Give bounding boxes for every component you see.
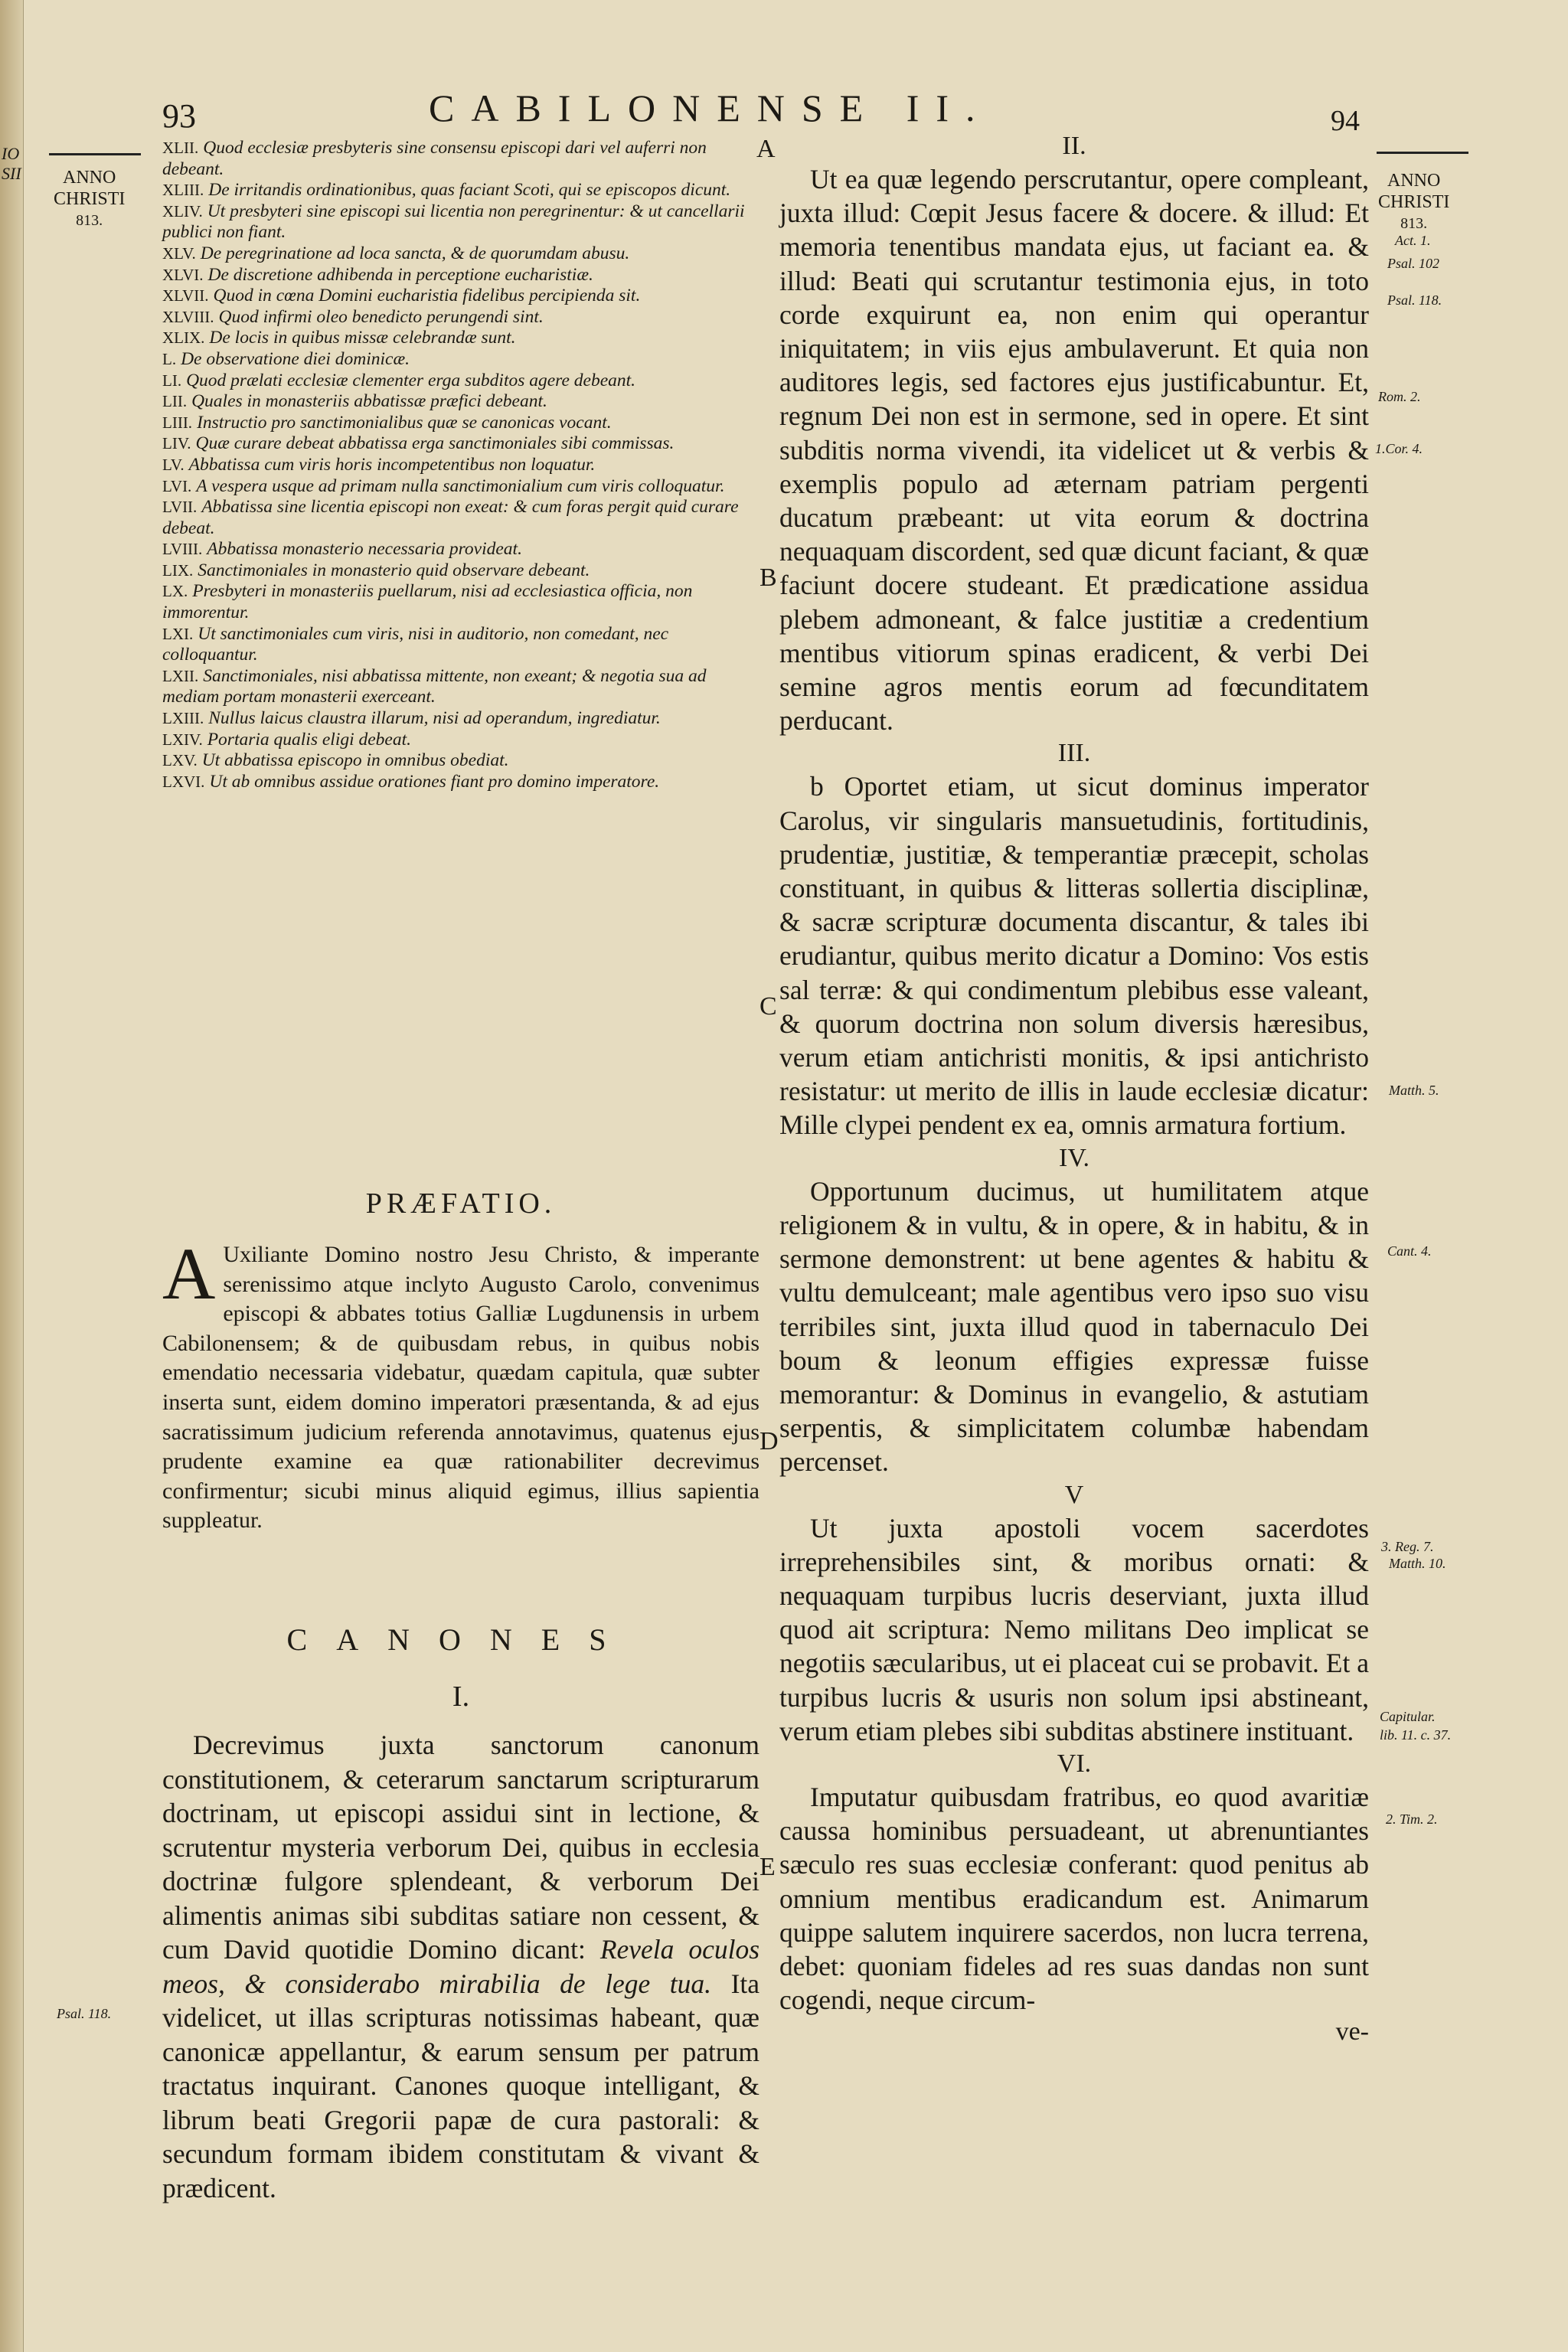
anno-label: ANNO xyxy=(1387,171,1441,191)
chapter-number: LIX. xyxy=(162,560,194,580)
margin-note: Capitular. xyxy=(1380,1709,1436,1724)
chapter-number: LXIV. xyxy=(162,730,203,749)
chapter-number: LIV. xyxy=(162,434,191,453)
chapter-number: XLIX. xyxy=(162,328,205,348)
margin-note: 3. Reg. 7. xyxy=(1381,1539,1434,1554)
margin-note: 2. Tim. 2. xyxy=(1386,1811,1438,1827)
chapter-number: XLIV. xyxy=(162,201,203,220)
canon-3-text: b Oportet etiam, ut sicut dominus imperator Carolus, vir singularis mansuetudinis, fortitudinis, prudentiæ, justitiæ, & temperantiæ præcepit, scholas constituant, in quibus & litteras sollertia disciplinæ, & sacræ scripturæ documenta discantur, & tales ibi erudiantur, quibus merito dicatur a Domino: Vos estis sal terræ: & qui condimentum plebibus esse valeant, & quorum doctrina non solum diversis hæresibus, verum etiam antichristi monitis, & ipsi antichristo resistatur: ut merito de illis in laude ecclesiæ dicatur: Mille clypei pendent ex ea, omnis armatura fortium. xyxy=(779,771,1369,1141)
chapter-title: De locis in quibus missæ celebrandæ sunt. xyxy=(209,328,516,348)
chapter-title: Abbatissa sine licentia episcopi non exeat: & cum foras pergit quid curare debeat. xyxy=(162,497,739,538)
chapter-entry xyxy=(162,413,760,434)
chapter-entry xyxy=(162,433,760,455)
right-column xyxy=(779,130,1369,2047)
margin-note: Psal. 118. xyxy=(57,2006,112,2021)
chapter-entry xyxy=(162,138,760,180)
canon-1-number: I. xyxy=(452,1681,470,1713)
year-label: 813. xyxy=(76,212,103,229)
margin-note: Cant. 4. xyxy=(1387,1243,1432,1259)
chapter-number: LXVI. xyxy=(162,772,205,791)
chapter-number: LIII. xyxy=(162,413,193,432)
chapter-number: LXV. xyxy=(162,751,198,770)
chapter-entry xyxy=(162,666,760,708)
canon-2-text: Ut ea quæ legendo perscrutantur, opere compleant, juxta illud: Cœpit Jesus facere & docere. & illud: Et memoria tenentibus mandata ejus, ut faciant ea. & illud: Beati qui scrutantur testimonia ejus, in toto corde exquirunt ea, non enim qui operantur iniquitatem; in viis ejus ambulaverunt. Et quia non auditores legis, sed factores ejus justificabuntur. Et, regnum Dei non est in sermone, sed in opere. Et sint subditis norma vivendi, ita videlicet ut & verbis & exemplis populo ad æternam patriam pergenti ducatum præbeant: ut vita eorum & doctrina nequaquam discordent, sed quæ dicunt faciant, & quæ faciunt docere studeant. Et prædicatione assidua plebem admoneant, & falce justitiæ a credentium mentibus vitiorum spinas eradicent, & verbi Dei semine agros mentis eorum ad fœcunditatem perducant. xyxy=(779,164,1369,737)
margin-note: Psal. 102 xyxy=(1387,256,1440,271)
chapter-number: LXII. xyxy=(162,666,199,685)
margin-note: Rom. 2. xyxy=(1378,389,1421,404)
chapter-title: Instructio pro sanctimonialibus quæ se canonicas vocant. xyxy=(197,412,612,433)
christi-label: CHRISTI xyxy=(1378,192,1450,212)
section-letter-d: D xyxy=(760,1427,779,1455)
left-rule xyxy=(49,153,141,155)
drop-cap: A xyxy=(162,1233,216,1315)
anno-christi-right xyxy=(1378,170,1449,234)
canon-1-text xyxy=(162,1728,760,2205)
chapter-number: LV. xyxy=(162,455,185,474)
canones-section xyxy=(162,1622,760,2205)
margin-note: lib. 11. c. 37. xyxy=(1380,1727,1452,1743)
section-letter-e: E xyxy=(760,1853,776,1881)
chapter-entry xyxy=(162,349,760,371)
section-letter-c: C xyxy=(760,992,777,1021)
chapter-entry xyxy=(162,772,760,793)
chapter-title: Ut abbatissa episcopo in omnibus obediat. xyxy=(201,750,509,771)
chapter-title: Abbatissa cum viris horis incompetentibus non loquatur. xyxy=(188,454,596,475)
chapter-entry xyxy=(162,243,760,265)
left-page-number: 93 xyxy=(162,97,196,135)
chapter-title: Quod prælati ecclesiæ clementer erga subditos agere debeant. xyxy=(186,370,636,390)
chapter-number: XLVIII. xyxy=(162,307,214,326)
chapter-entry xyxy=(162,581,760,623)
chapter-entry xyxy=(162,307,760,328)
chapter-number: LXIII. xyxy=(162,709,204,728)
chapter-title: Ut sanctimoniales cum viris, nisi in auditorio, non comedant, nec colloquantur. xyxy=(162,623,669,665)
chapter-entry xyxy=(162,286,760,307)
margin-note: Act. 1. xyxy=(1395,233,1431,248)
anno-label: ANNO xyxy=(63,168,116,188)
chapter-title: De observatione diei dominicæ. xyxy=(181,348,410,369)
chapter-title: A vespera usque ad primam nulla sanctimonialium cum viris colloquatur. xyxy=(196,475,725,496)
right-page-number: 94 xyxy=(1331,105,1360,137)
right-rule xyxy=(1377,152,1468,154)
chapter-number: LVIII. xyxy=(162,540,203,559)
chapter-title: Sanctimoniales, nisi abbatissa mittente, non exeant; & negotia sua ad mediam portam monasterii exerceant. xyxy=(162,665,707,707)
chapter-entry xyxy=(162,476,760,498)
year-label: 813. xyxy=(1400,215,1428,232)
canon-4-number: IV. xyxy=(1059,1143,1089,1172)
chapter-title: Presbyteri in monasteriis puellarum, nisi ad ecclesiastica officia, non immorentur. xyxy=(162,581,693,623)
canon-6-number: VI. xyxy=(1057,1749,1092,1778)
chapter-entry xyxy=(162,730,760,751)
left-page-edge xyxy=(0,0,24,2352)
chapter-title: Portaria qualis eligi debeat. xyxy=(207,729,412,750)
chapter-number: LVII. xyxy=(162,498,198,517)
edge-fragment: IO xyxy=(2,144,20,163)
canon-4-text: Opportunum ducimus, ut humilitatem atque religionem & in vultu, & in opere, & in habitu, & in sermone demonstrent: ut bene agentes & habitu & vultu demulceant; male agentibus vero ipso suo visu terribiles sint, juxta illud quod in tabernaculo Dei boum & leonum effigies expressæ fuisse memorantur: & Dominus in evangelio, & astutiam serpentis, & simplicitatem columbæ habendam percenset. xyxy=(779,1175,1369,1478)
chapter-entry xyxy=(162,497,760,539)
praefatio-body: Uxiliante Domino nostro Jesu Christo, & imperante serenissimo atque inclyto Augusto Carolo, convenimus episcopi & abbates totius Galliæ Lugdunensis in urbem Cabilonensem; & de quibusdam rebus, in quibus nobis emendatio necessaria videbatur, quædam capitula, quæ subter inserta sunt, eidem domino imperatori præsentanda, & ad ejus sacratissimum judicium referenda annotavimus, quatenus ejus prudente examine ea quæ rationabiliter decrevimus confirmentur; sicubi minus aliquid egimus, illius sapientia suppleatur. xyxy=(162,1242,760,1534)
canon-1-part-a: Decrevimus juxta sanctorum canonum constitutionem, & ceterarum sanctarum scripturarum doctrinam, ut episcopi assidui sint in lectione, & scrutentur mysteria verborum Dei, quibus in ecclesia doctrinæ fulgore splendeant, & verborum Dei alimentis animas sibi subditas satiare non cessent, & cum David quotidie Domino dicant: xyxy=(162,1730,760,1965)
chapter-title: De discretione adhibenda in perceptione eucharistiæ. xyxy=(207,264,593,285)
chapter-entry xyxy=(162,201,760,243)
chapter-entry xyxy=(162,624,760,666)
canon-2-number: II. xyxy=(1062,132,1086,160)
margin-note: 1.Cor. 4. xyxy=(1375,441,1423,456)
canon-6-text: Imputatur quibusdam fratribus, eo quod avaritiæ caussa hominibus persuadeant, ut abrenuntiantes sæculo res suas ecclesiæ conferant: quod penitus ab omnium mentibus eradicandum est. Animarum quippe salutem inquirere sacerdos, non lucra terrena, debet: quoniam fideles ad res suas dandas non sunt cogendi, neque circum- xyxy=(779,1781,1369,2016)
chapter-number: XLV. xyxy=(162,243,196,263)
canon-5-number: V xyxy=(1064,1480,1084,1509)
canones-heading: CANONES xyxy=(286,1622,635,1657)
chapter-list xyxy=(162,138,760,792)
chapter-entry xyxy=(162,455,760,476)
chapter-title: Quod infirmi oleo benedicto perungendi sint. xyxy=(218,306,544,327)
praefatio-text xyxy=(162,1233,760,1536)
chapter-number: LI. xyxy=(162,371,182,390)
canon-1-quote: Revela oculos meos, & considerabo mirabilia de lege tua. xyxy=(162,1934,760,1999)
margin-note: Matth. 10. xyxy=(1389,1556,1446,1571)
catchword: ve- xyxy=(1335,2017,1369,2047)
chapter-title: Ut presbyteri sine episcopi sui licentia non peregrinentur: & ut cancellarii publici non fiant. xyxy=(162,201,745,243)
chapter-title: Abbatissa monasterio necessaria provideat. xyxy=(207,539,522,560)
christi-label: CHRISTI xyxy=(54,189,126,209)
chapter-entry xyxy=(162,391,760,413)
praefatio-heading: PRÆFATIO. xyxy=(365,1187,557,1220)
section-letter-b: B xyxy=(760,564,777,592)
chapter-number: XLVI. xyxy=(162,265,204,284)
chapter-number: XLIII. xyxy=(162,181,204,200)
chapter-title: Quod ecclesiæ presbyteris sine consensu episcopi dari vel auferri non debeant. xyxy=(162,138,707,179)
chapter-entry xyxy=(162,265,760,286)
anno-christi-left xyxy=(54,167,125,231)
chapter-entry xyxy=(162,560,760,582)
chapter-number: LII. xyxy=(162,392,188,411)
chapter-title: De irritandis ordinationibus, quas faciant Scoti, qui se episcopos dicunt. xyxy=(208,180,731,201)
edge-fragment: SII xyxy=(2,164,21,183)
chapter-title: Sanctimoniales in monasterio quid observare debeant. xyxy=(198,560,590,580)
chapter-title: Quod in cœna Domini eucharistia fidelibus percipienda sit. xyxy=(213,286,641,306)
chapter-number: LXI. xyxy=(162,624,194,643)
margin-note: Psal. 118. xyxy=(1387,292,1442,308)
chapter-number: L. xyxy=(162,349,177,368)
chapter-title: Quales in monasteriis abbatissæ præfici debeant. xyxy=(191,391,547,412)
chapter-number: XLVII. xyxy=(162,286,209,305)
chapter-entry xyxy=(162,750,760,772)
chapter-number: LVI. xyxy=(162,476,192,495)
canon-3-number: III. xyxy=(1057,739,1091,768)
chapter-entry xyxy=(162,708,760,730)
canon-5-text: Ut juxta apostoli vocem sacerdotes irreprehensibiles sint, & moribus ornati: & nequaquam turpibus lucris deserviant, juxta illud quod ait scriptura: Nemo militans Deo implicat se negotiis sæcularibus, ut ei placeat cui se probavit. Et a turpibus lucris & usuris non solum ipsi abstineant, verum etiam plebes sibi subditas abstinere instituant. xyxy=(779,1512,1369,1746)
chapter-entry xyxy=(162,371,760,392)
margin-note: Matth. 5. xyxy=(1389,1083,1439,1098)
chapter-entry xyxy=(162,328,760,349)
chapter-entry xyxy=(162,539,760,560)
section-letter-a: A xyxy=(756,135,776,163)
chapter-number: XLII. xyxy=(162,139,199,157)
chapter-number: LX. xyxy=(162,582,188,601)
chapter-title: Ut ab omnibus assidue orationes fiant pro domino imperatore. xyxy=(209,771,660,792)
praefatio-section xyxy=(162,1187,760,1536)
running-title: CABILONENSE II. xyxy=(429,87,992,129)
chapter-entry xyxy=(162,180,760,201)
chapter-title: Quæ curare debeat abbatissa erga sanctimoniales sibi commissas. xyxy=(195,433,675,454)
chapter-title: Nullus laicus claustra illarum, nisi ad operandum, ingrediatur. xyxy=(208,708,661,729)
chapter-title: De peregrinatione ad loca sancta, & de quorumdam abusu. xyxy=(200,243,630,263)
canon-1-part-b: Ita videlicet, ut illas scripturas notissimas habeant, quæ canonicæ appellantur, & earum sensum per patrum tractatus inquirant. Canones quoque intelligant, & librum beati Gregorii papæ de cura pastorali: & secundum formam ibidem constitutam & vivant & prædicent. xyxy=(162,1968,760,2203)
